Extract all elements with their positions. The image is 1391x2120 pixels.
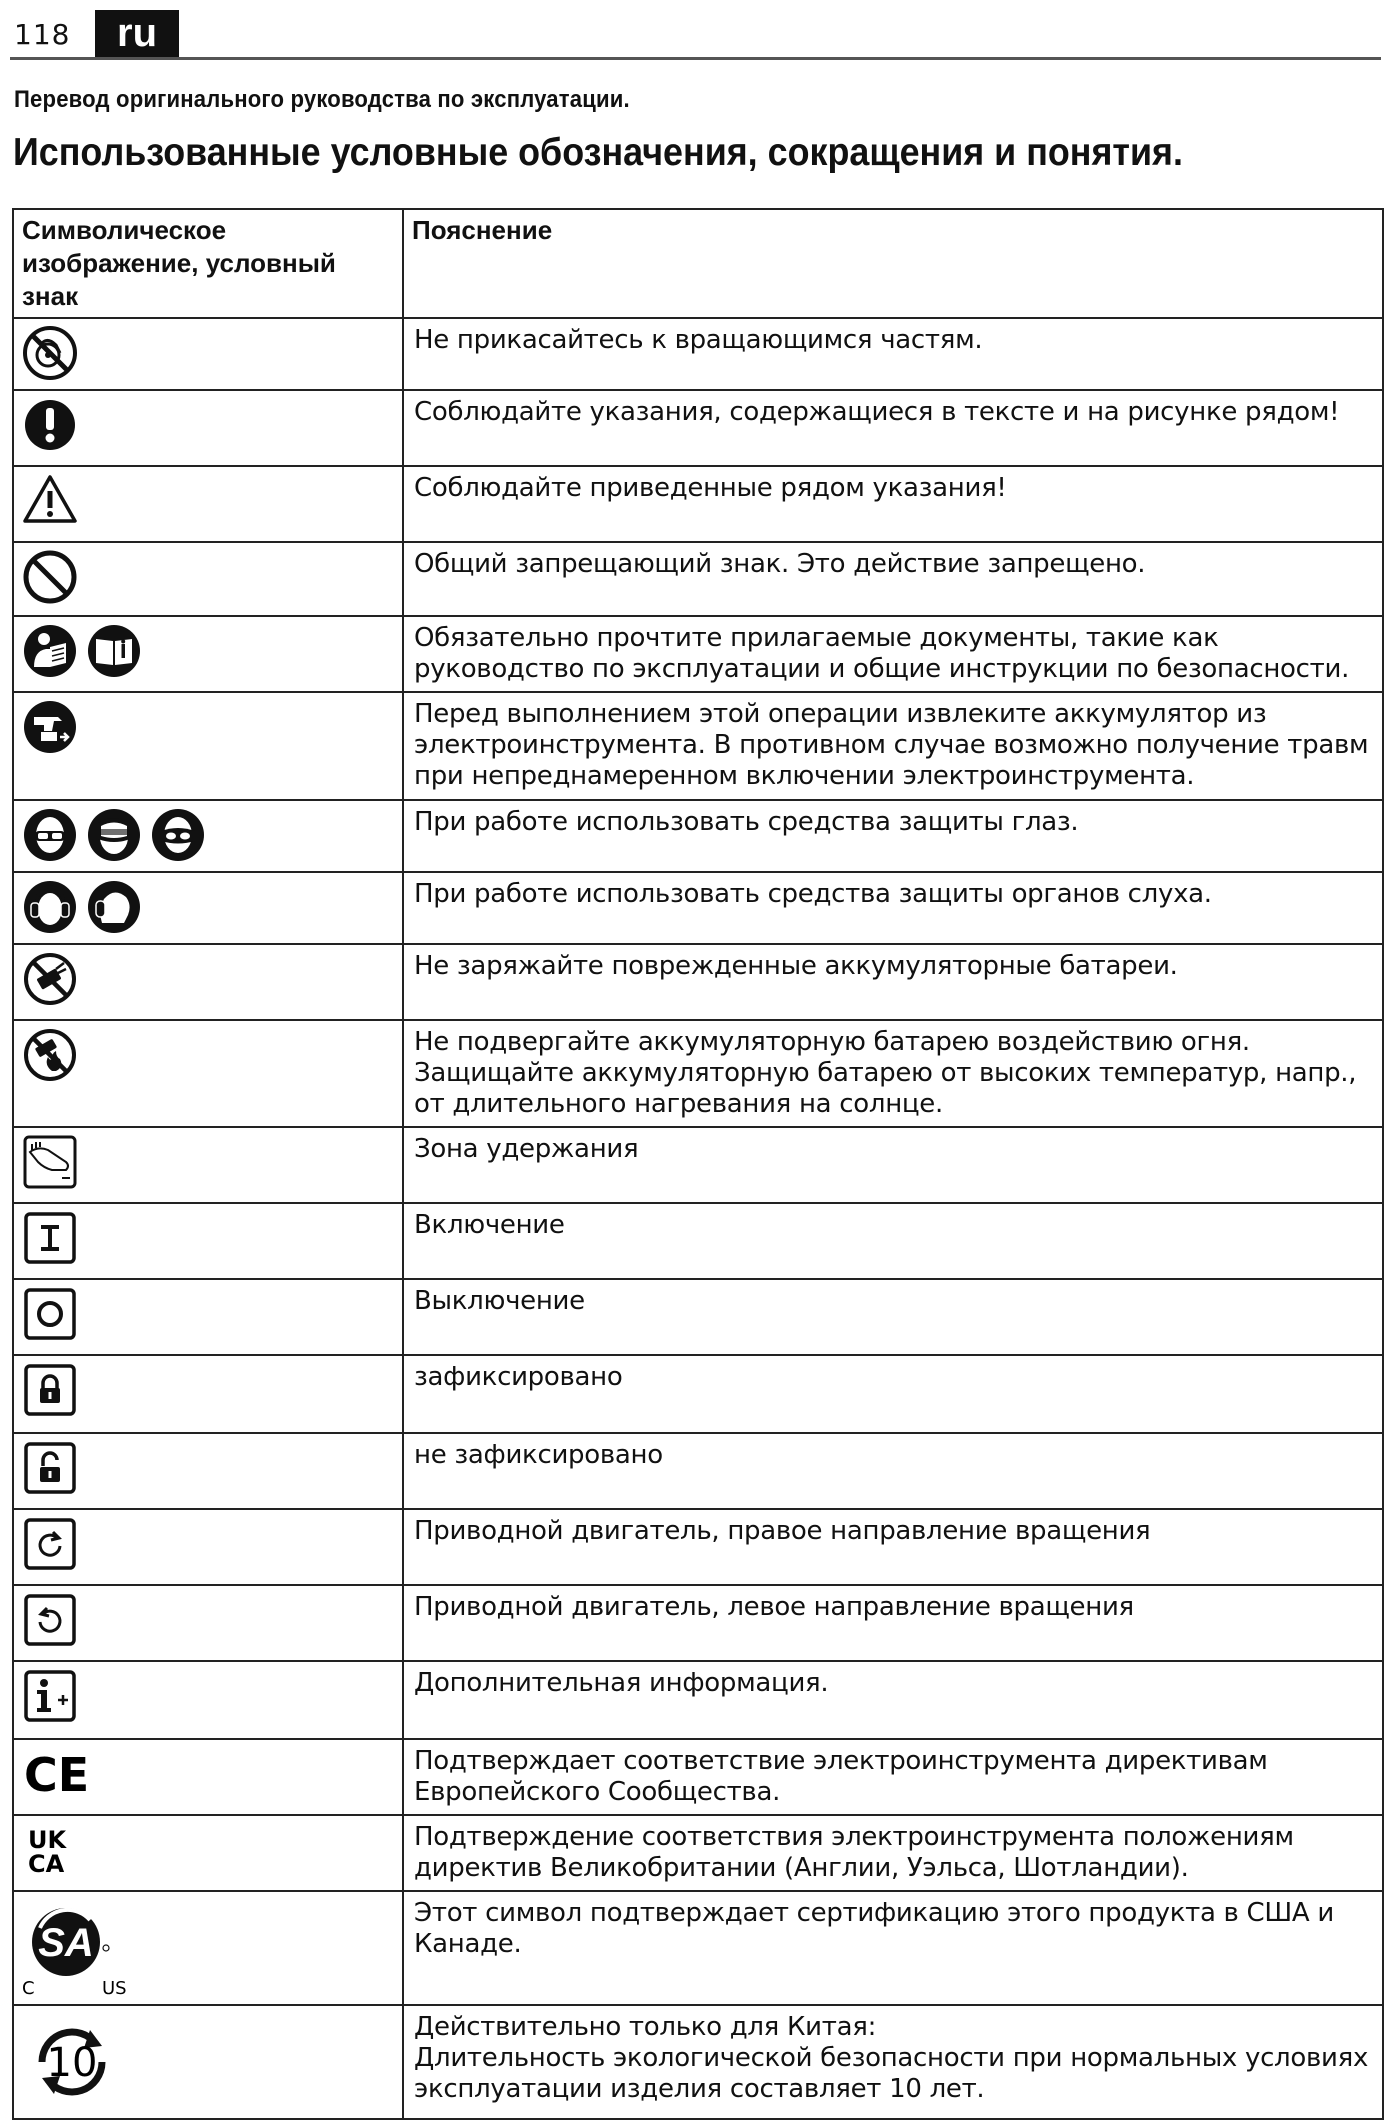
table-body bbox=[13, 318, 1383, 2119]
symbol-cell bbox=[13, 318, 403, 390]
warning-triangle-icon bbox=[22, 473, 78, 525]
ukca-mark-icon bbox=[22, 1822, 78, 1878]
no-touch-rotating-icon bbox=[22, 325, 78, 381]
no-fire-battery-icon bbox=[22, 1027, 78, 1083]
info-plus-icon bbox=[22, 1668, 78, 1724]
manual-book-icon bbox=[86, 623, 142, 679]
explanation-cell: Не прикасайтесь к вращающимся частям. bbox=[403, 318, 1383, 390]
explanation-cell: Дополнительная информация. bbox=[403, 1661, 1383, 1739]
eye-protection-goggles-icon bbox=[150, 807, 206, 863]
symbol-icons bbox=[22, 1898, 394, 1998]
symbol-icons bbox=[22, 473, 394, 525]
explanation-cell: не зафиксировано bbox=[403, 1433, 1383, 1509]
exclamation-circle-icon bbox=[22, 397, 78, 453]
read-manual-icon bbox=[22, 623, 78, 679]
symbol-icons bbox=[22, 549, 394, 605]
symbol-icons bbox=[22, 1362, 394, 1418]
symbol-icons bbox=[22, 1027, 394, 1083]
symbol-icons bbox=[22, 2012, 394, 2112]
table-row bbox=[13, 616, 1383, 692]
table-row bbox=[13, 1355, 1383, 1433]
symbol-cell bbox=[13, 1509, 403, 1585]
explanation-cell: зафиксировано bbox=[403, 1355, 1383, 1433]
symbol-cell bbox=[13, 542, 403, 616]
symbol-cell bbox=[13, 1739, 403, 1815]
svg-text:10: 10 bbox=[46, 2040, 98, 2086]
table-row bbox=[13, 1815, 1383, 1891]
column-header-explanation: Пояснение bbox=[403, 209, 1383, 318]
svg-text:UK: UK bbox=[28, 1826, 67, 1854]
explanation-cell: Не подвергайте аккумуляторную батарею воздействию огня. Защищайте аккумуляторную батарею от высоких температур, напр., от длительного нагревания на солнце. bbox=[403, 1020, 1383, 1127]
svg-text:CE: CE bbox=[24, 1748, 90, 1802]
table-row bbox=[13, 2005, 1383, 2119]
explanation-cell: Приводной двигатель, правое направление вращения bbox=[403, 1509, 1383, 1585]
symbol-cell bbox=[13, 692, 403, 800]
rotation-left-icon bbox=[22, 1592, 78, 1648]
explanation-cell: Соблюдайте указания, содержащиеся в тексте и на рисунке рядом! bbox=[403, 390, 1383, 466]
symbol-cell bbox=[13, 1355, 403, 1433]
symbol-cell bbox=[13, 1815, 403, 1891]
svg-text:CA: CA bbox=[28, 1850, 65, 1878]
symbol-icons bbox=[22, 1592, 394, 1648]
explanation-cell: Перед выполнением этой операции извлеките аккумулятор из электроинструмента. В противном случае возможно получение травм при непреднамеренном включении электроинструмента. bbox=[403, 692, 1383, 800]
symbol-icons bbox=[22, 879, 394, 935]
locked-icon bbox=[22, 1362, 78, 1418]
symbol-cell bbox=[13, 1433, 403, 1509]
power-off-icon bbox=[22, 1286, 78, 1342]
table-row bbox=[13, 1891, 1383, 2005]
eye-protection-glasses-icon bbox=[22, 807, 78, 863]
table-row bbox=[13, 1739, 1383, 1815]
china-efup-10-icon bbox=[22, 2012, 122, 2112]
column-header-symbol: Символическое изображение, условный знак bbox=[13, 209, 403, 318]
explanation-cell: Этот символ подтверждает сертификацию этого продукта в США и Канаде. bbox=[403, 1891, 1383, 2005]
header-rule bbox=[10, 57, 1381, 60]
symbol-icons bbox=[22, 1746, 394, 1802]
svg-text:US: US bbox=[102, 1978, 127, 1999]
table-header-row bbox=[13, 209, 1383, 318]
unlocked-icon bbox=[22, 1440, 78, 1496]
document-subtitle: Перевод оригинального руководства по эксплуатации. bbox=[14, 86, 630, 113]
table-row bbox=[13, 944, 1383, 1020]
symbol-icons bbox=[22, 623, 394, 679]
explanation-cell: При работе использовать средства защиты глаз. bbox=[403, 800, 1383, 872]
table-row bbox=[13, 542, 1383, 616]
table-row bbox=[13, 1509, 1383, 1585]
explanation-cell: Подтверждает соответствие электроинструмента директивам Европейского Сообщества. bbox=[403, 1739, 1383, 1815]
table-row bbox=[13, 318, 1383, 390]
page-title: Использованные условные обозначения, сокращения и понятия. bbox=[13, 131, 1183, 174]
table-row bbox=[13, 1279, 1383, 1355]
ce-mark-icon bbox=[22, 1746, 90, 1802]
symbol-icons bbox=[22, 325, 394, 381]
table-row bbox=[13, 1127, 1383, 1203]
table-row bbox=[13, 1585, 1383, 1661]
explanation-cell: Выключение bbox=[403, 1279, 1383, 1355]
page-header bbox=[0, 0, 1391, 60]
table-row bbox=[13, 800, 1383, 872]
symbol-cell bbox=[13, 1203, 403, 1279]
explanation-cell: Соблюдайте приведенные рядом указания! bbox=[403, 466, 1383, 542]
explanation-cell: Зона удержания bbox=[403, 1127, 1383, 1203]
explanation-cell: Общий запрещающий знак. Это действие запрещено. bbox=[403, 542, 1383, 616]
svg-text:SA: SA bbox=[38, 1921, 94, 1965]
symbol-cell bbox=[13, 466, 403, 542]
symbol-cell bbox=[13, 800, 403, 872]
page-number: 118 bbox=[14, 18, 71, 51]
symbol-icons bbox=[22, 1286, 394, 1342]
symbol-icons bbox=[22, 1210, 394, 1266]
symbol-cell bbox=[13, 1279, 403, 1355]
symbol-cell bbox=[13, 1661, 403, 1739]
symbol-cell bbox=[13, 390, 403, 466]
eye-protection-visor-icon bbox=[86, 807, 142, 863]
ear-protection-head-icon bbox=[86, 879, 142, 935]
explanation-cell: Обязательно прочтите прилагаемые документы, такие как руководство по эксплуатации и общие инструкции по безопасности. bbox=[403, 616, 1383, 692]
symbol-icons bbox=[22, 1440, 394, 1496]
prohibition-icon bbox=[22, 549, 78, 605]
csa-mark-icon bbox=[22, 1898, 132, 1998]
symbol-icons bbox=[22, 951, 394, 1007]
explanation-cell: Не заряжайте поврежденные аккумуляторные батареи. bbox=[403, 944, 1383, 1020]
symbol-icons bbox=[22, 1668, 394, 1724]
symbol-cell bbox=[13, 944, 403, 1020]
ear-protection-icon bbox=[22, 879, 78, 935]
symbol-icons bbox=[22, 807, 394, 863]
symbol-icons bbox=[22, 1516, 394, 1572]
table-row bbox=[13, 390, 1383, 466]
explanation-cell: Подтверждение соответствия электроинструмента положениям директив Великобритании (Англии, Уэльса, Шотландии). bbox=[403, 1815, 1383, 1891]
table-row bbox=[13, 466, 1383, 542]
language-badge: ru bbox=[95, 10, 179, 58]
symbols-table bbox=[12, 208, 1384, 2120]
table-row bbox=[13, 1433, 1383, 1509]
symbol-icons bbox=[22, 397, 394, 453]
rotation-right-icon bbox=[22, 1516, 78, 1572]
symbol-cell bbox=[13, 1020, 403, 1127]
symbol-cell bbox=[13, 1891, 403, 2005]
explanation-cell: Действительно только для Китая: Длительность экологической безопасности при нормальных условиях эксплуатации изделия составляет 10 лет. bbox=[403, 2005, 1383, 2119]
symbol-cell bbox=[13, 616, 403, 692]
table-row bbox=[13, 872, 1383, 944]
power-on-icon bbox=[22, 1210, 78, 1266]
no-charging-damaged-battery-icon bbox=[22, 951, 78, 1007]
remove-battery-icon bbox=[22, 699, 78, 755]
symbol-cell bbox=[13, 1585, 403, 1661]
symbol-cell bbox=[13, 872, 403, 944]
explanation-cell: Включение bbox=[403, 1203, 1383, 1279]
symbol-cell bbox=[13, 1127, 403, 1203]
explanation-cell: При работе использовать средства защиты органов слуха. bbox=[403, 872, 1383, 944]
symbol-icons bbox=[22, 699, 394, 755]
table-row bbox=[13, 692, 1383, 800]
symbol-icons bbox=[22, 1822, 394, 1878]
table-row bbox=[13, 1020, 1383, 1127]
svg-text:C: C bbox=[22, 1978, 35, 1999]
symbol-cell bbox=[13, 2005, 403, 2119]
symbol-icons bbox=[22, 1134, 394, 1190]
explanation-cell: Приводной двигатель, левое направление вращения bbox=[403, 1585, 1383, 1661]
grip-zone-icon bbox=[22, 1134, 78, 1190]
table-row bbox=[13, 1661, 1383, 1739]
table-row bbox=[13, 1203, 1383, 1279]
